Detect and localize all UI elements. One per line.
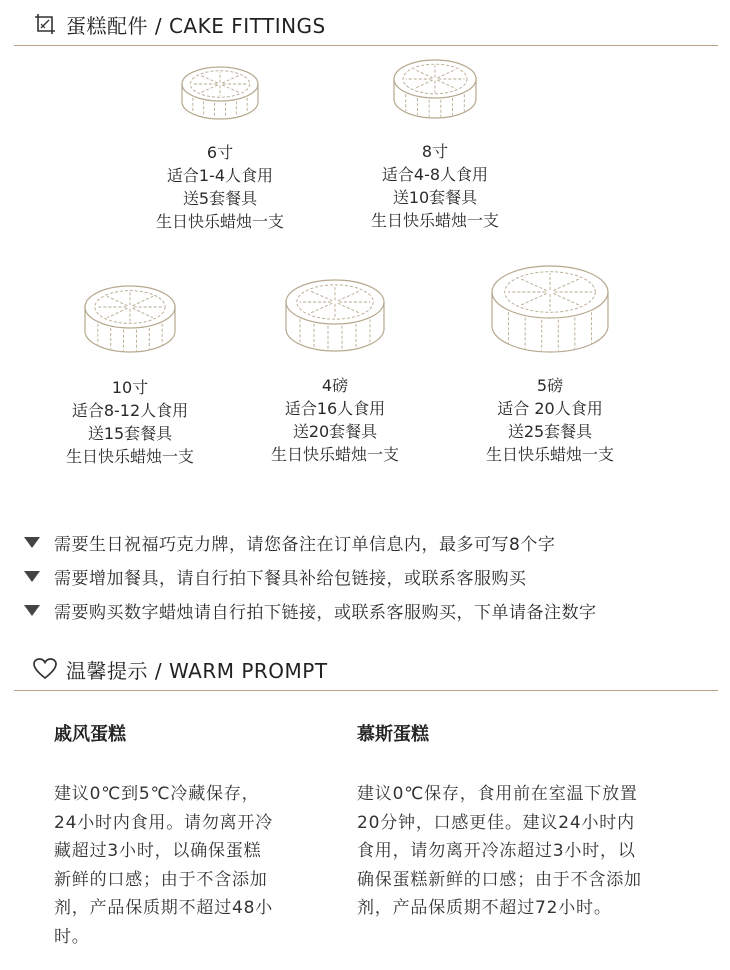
- cake-fittings-header: [14, 9, 718, 46]
- cake-candle: 生日快乐蜡烛一支: [485, 445, 614, 464]
- cake-size: 4磅: [321, 376, 349, 395]
- chiffon-cake-info: [54, 720, 329, 951]
- cake-size: 5磅: [536, 376, 564, 395]
- cake-item-8: [360, 58, 510, 232]
- mousse-cake-text: [357, 780, 717, 923]
- cake-cut-icon: [32, 11, 58, 37]
- cake-people: 适合16人食用: [284, 399, 386, 418]
- warm-prompt-header: [14, 654, 718, 691]
- text-line: 时。: [54, 926, 90, 947]
- cake-size: 6寸: [206, 143, 234, 162]
- mousse-cake-info: [357, 720, 717, 923]
- triangle-down-icon: [24, 571, 40, 582]
- cake-candle: 生日快乐蜡烛一支: [270, 445, 399, 464]
- text-line: 剂，产品保质期不超过72小时。: [357, 898, 612, 918]
- text-line: 新鲜的口感；由于不含添加: [54, 869, 268, 890]
- text-line: 24小时内食用。请勿离开冷: [54, 812, 274, 833]
- cake-size: 8寸: [421, 142, 449, 161]
- cake-people: 适合1-4人食用: [166, 166, 274, 185]
- text-line: 确保蛋糕新鲜的口感；由于不含添加: [357, 869, 642, 890]
- text-line: 20分钟，口感更佳。建议24小时内: [357, 812, 635, 833]
- cake-size: 10寸: [111, 378, 149, 397]
- mousse-cake-title: 慕斯蛋糕: [357, 724, 429, 745]
- cake-6-inch-icon: [180, 65, 260, 123]
- cake-tableware: 送10套餐具: [392, 188, 478, 207]
- cake-people: 适合4-8人食用: [381, 165, 489, 184]
- cake-item-5lb: [470, 264, 630, 466]
- cake-item-4lb: [260, 278, 410, 466]
- warm-prompt-title: 温馨提示 / WARM PROMPT: [66, 658, 328, 683]
- note-text: 需要增加餐具，请自行拍下餐具补给包链接，或联系客服购买: [54, 568, 527, 589]
- cake-candle: 生日快乐蜡烛一支: [65, 447, 194, 466]
- triangle-down-icon: [24, 537, 40, 548]
- cake-people: 适合8-12人食用: [71, 401, 189, 420]
- cake-5-pound-icon: [489, 264, 611, 356]
- cake-8-inch-icon: [392, 58, 478, 122]
- note-text: 需要生日祝福巧克力牌，请您备注在订单信息内，最多可写8个字: [54, 534, 556, 555]
- triangle-down-icon: [24, 605, 40, 616]
- text-line: 剂，产品保质期不超过48小: [54, 898, 274, 918]
- cake-item-10: [55, 284, 205, 468]
- text-line: 藏超过3小时，以确保蛋糕: [54, 841, 262, 861]
- list-item: [22, 525, 722, 559]
- chiffon-cake-text: [54, 780, 329, 951]
- cake-candle: 生日快乐蜡烛一支: [155, 212, 284, 231]
- list-item: [22, 559, 722, 593]
- cake-people: 适合 20人食用: [497, 399, 603, 418]
- text-line: 建议0℃保存，食用前在室温下放置: [357, 784, 638, 804]
- cake-tableware: 送5套餐具: [182, 189, 258, 208]
- note-text: 需要购买数字蜡烛请自行拍下链接，或联系客服购买，下单请备注数字: [54, 602, 597, 623]
- text-line: 建议0℃到5℃冷藏保存，: [54, 784, 260, 804]
- notes-list: [22, 525, 722, 627]
- cake-fittings-title: 蛋糕配件 / CAKE FITTINGS: [66, 13, 326, 38]
- cake-tableware: 送20套餐具: [292, 422, 378, 441]
- cake-4-pound-icon: [283, 278, 387, 354]
- list-item: [22, 593, 722, 627]
- cake-item-6: [145, 65, 295, 233]
- cake-10-inch-icon: [82, 284, 178, 356]
- text-line: 食用，请勿离开冷冻超过3小时，以: [357, 841, 636, 861]
- chiffon-cake-title: 戚风蛋糕: [54, 724, 126, 745]
- divider: [14, 45, 718, 46]
- cake-tableware: 送25套餐具: [507, 422, 593, 441]
- cake-candle: 生日快乐蜡烛一支: [370, 211, 499, 230]
- divider: [14, 690, 718, 691]
- heart-outline-icon: [32, 656, 58, 682]
- cake-tableware: 送15套餐具: [87, 424, 173, 443]
